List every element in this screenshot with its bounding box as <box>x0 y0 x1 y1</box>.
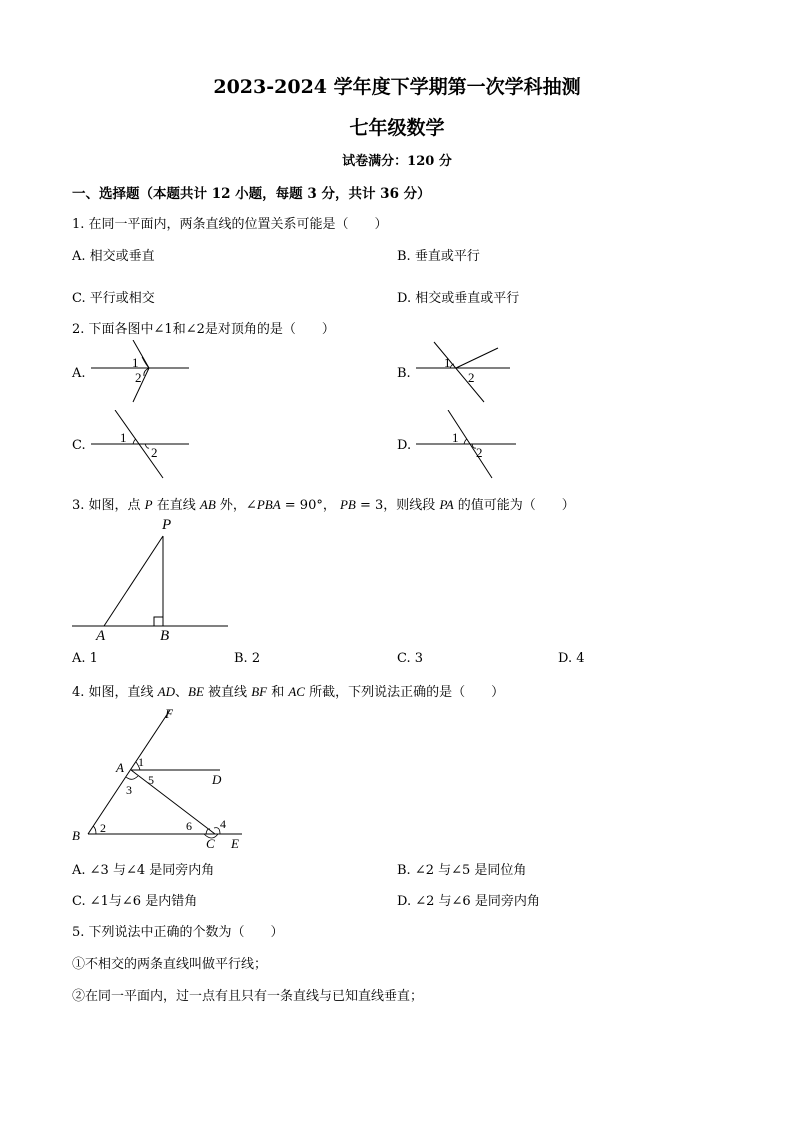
q4-angle-1: 1 <box>138 755 144 769</box>
q2b-label-1: 1 <box>444 355 451 370</box>
q1-option-d: D. 相交或垂直或平行 <box>397 291 520 306</box>
q2d-label-2: 2 <box>476 445 483 460</box>
q1-option-a: A. 相交或垂直 <box>72 249 155 264</box>
q3-option-d: D. 4 <box>558 651 585 666</box>
q4-label-e: E <box>231 836 239 851</box>
q3-option-c: C. 3 <box>397 651 424 666</box>
q4-label-b: B <box>72 828 80 843</box>
q2c-label-2: 2 <box>151 445 158 460</box>
q4-stem: 4. 如图，直线 AD、BE 被直线 BF 和 AC 所截，下列说法正确的是（ ） <box>72 684 505 700</box>
q5-stem: 5. 下列说法中正确的个数为（ ） <box>72 925 284 940</box>
q1-option-c: C. 平行或相交 <box>72 291 155 306</box>
q5-statement-1: ①不相交的两条直线叫做平行线； <box>72 957 268 972</box>
q4-label-f: F <box>165 706 173 721</box>
q5-statement-2: ②在同一平面内，过一点有且只有一条直线与已知直线垂直； <box>72 989 424 1004</box>
q4-option-a: A. ∠3 与∠4 是同旁内角 <box>72 863 215 878</box>
q2-option-a: A. <box>72 366 86 381</box>
q3-stem: 3. 如图，点 P 在直线 AB 外，∠PBA = 90°， PB = 3，则线段 PA 的值可能为（ ） <box>72 497 575 513</box>
q4-option-d: D. ∠2 与∠6 是同旁内角 <box>397 894 540 909</box>
q2-option-b: B. <box>397 366 411 381</box>
q2b-label-2: 2 <box>468 370 475 385</box>
q4-label-a: A <box>116 760 124 775</box>
score-line: 试卷满分：120 分 <box>342 154 452 169</box>
q4-angle-3: 3 <box>126 783 132 797</box>
q2-figure-a <box>85 340 195 405</box>
q4-option-b: B. ∠2 与∠5 是同位角 <box>397 863 527 878</box>
q4-angle-5: 5 <box>148 773 154 787</box>
q1-stem: 1. 在同一平面内，两条直线的位置关系可能是（ ） <box>72 217 388 232</box>
q2-figure-c <box>85 410 195 480</box>
q2d-label-1: 1 <box>452 430 459 445</box>
q2-figure-b <box>410 340 520 405</box>
q3-label-p: P <box>162 517 172 533</box>
q3-option-a: A. 1 <box>72 651 98 666</box>
q2-option-c: C. <box>72 438 86 453</box>
q4-angle-4: 4 <box>220 817 226 831</box>
q2a-label-2: 2 <box>135 370 142 385</box>
q3-label-a: A <box>96 628 106 644</box>
page-subtitle: 七年级数学 <box>349 117 445 139</box>
page-title: 2023-2024 学年度下学期第一次学科抽测 <box>213 76 581 98</box>
q4-angle-2: 2 <box>100 821 106 835</box>
q3-option-b: B. 2 <box>234 651 261 666</box>
q3-label-b: B <box>160 628 170 644</box>
q4-option-c: C. ∠1与∠6 是内错角 <box>72 894 198 909</box>
q4-label-c: C <box>206 836 215 851</box>
q2-stem: 2. 下面各图中∠1和∠2是对顶角的是（ ） <box>72 322 335 337</box>
q2-option-d: D. <box>397 438 412 453</box>
q4-label-d: D <box>212 772 222 787</box>
q4-figure <box>68 702 253 854</box>
q2a-label-1: 1 <box>132 355 139 370</box>
section-heading: 一、选择题（本题共计 12 小题，每题 3 分，共计 36 分） <box>72 186 431 202</box>
q2c-label-1: 1 <box>120 430 127 445</box>
q2-figure-d <box>410 410 520 480</box>
q4-angle-6: 6 <box>186 819 192 833</box>
q1-option-b: B. 垂直或平行 <box>397 249 480 264</box>
q3-figure <box>70 512 235 647</box>
